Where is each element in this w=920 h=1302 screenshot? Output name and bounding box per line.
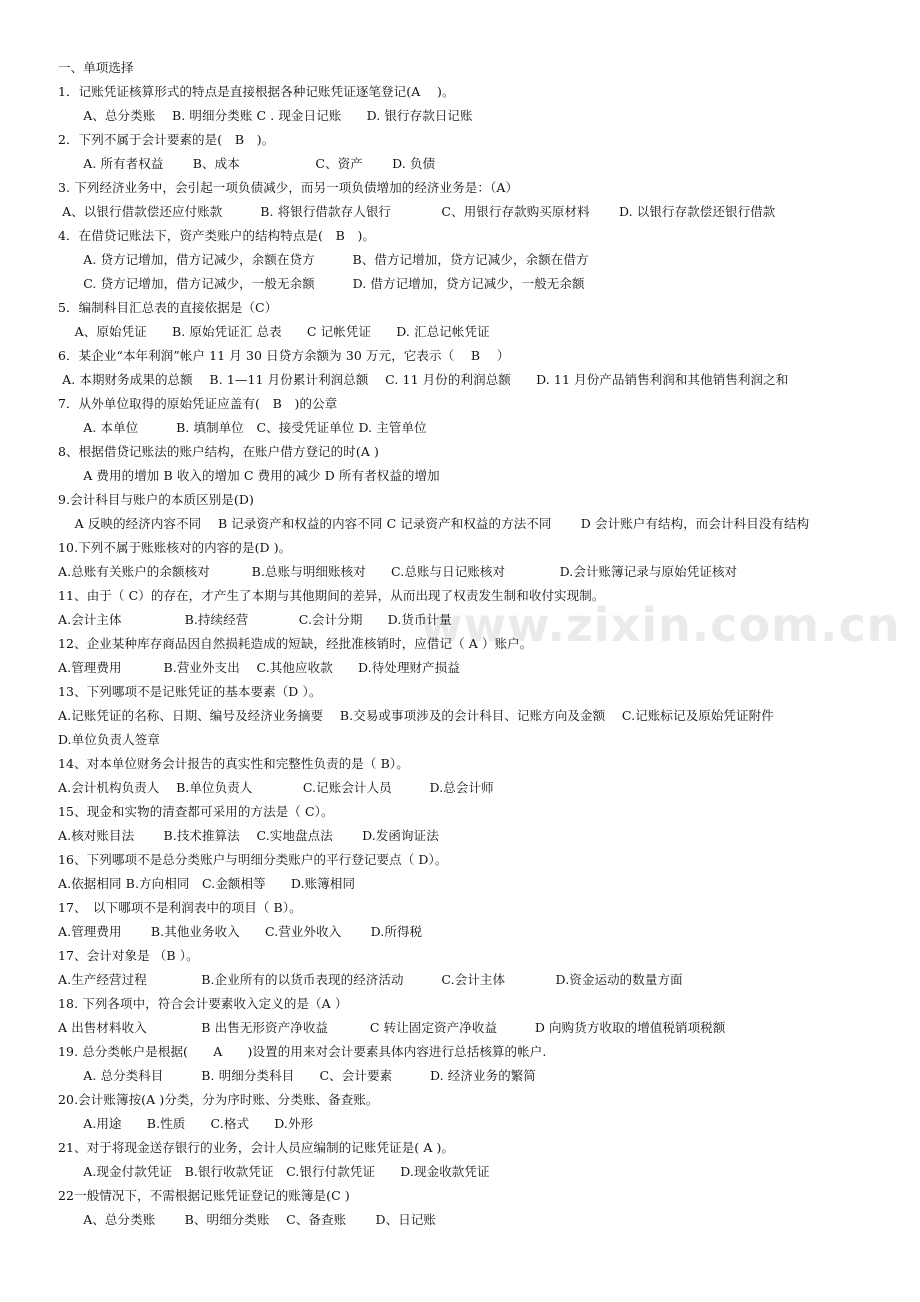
question-8-options: A 费用的增加 B 收入的增加 C 费用的减少 D 所有者权益的增加 — [58, 468, 440, 483]
question-6-options: A. 本期财务成果的总额 B. 1—11 月份累计利润总额 C. 11 月份的利润总额 D. 11 月份产品销售利润和其他销售利润之和 — [58, 372, 789, 387]
question-4: 4．在借贷记账法下，资产类账户的结构特点是( B )。 — [58, 228, 376, 243]
question-6: 6．某企业“本年利润”帐户 11 月 30 日贷方余额为 30 万元，它表示（ B ） — [58, 348, 510, 363]
question-22-options: A、总分类账 B、明细分类账 C、备查账 D、日记账 — [58, 1212, 437, 1227]
question-21-options: A.现金付款凭证 B.银行收款凭证 C.银行付款凭证 D.现金收款凭证 — [58, 1164, 490, 1179]
question-20-options: A.用途 B.性质 C.格式 D.外形 — [58, 1116, 314, 1131]
question-18: 18. 下列各项中，符合会计要素收入定义的是（A ） — [58, 996, 348, 1011]
question-11: 11、由于（ C）的存在，才产生了本期与其他期间的差异，从而出现了权责发生制和收付实现制。 — [58, 588, 605, 603]
question-15-options: A.核对账目法 B.技术推算法 C.实地盘点法 D.发函询证法 — [58, 828, 439, 843]
question-2: 2．下列不属于会计要素的是( B )。 — [58, 132, 275, 147]
question-16-options: A.依据相同 B.方向相同 C.金额相等 D.账簿相同 — [58, 876, 356, 891]
question-8: 8、根据借贷记账法的账户结构，在账户借方登记的时(A ) — [58, 444, 380, 459]
question-5-options: A、原始凭证 B. 原始凭证汇 总表 C 记帐凭证 D. 汇总记帐凭证 — [58, 324, 490, 339]
question-11-options: A.会计主体 B.持续经营 C.会计分期 D.货币计量 — [58, 612, 452, 627]
question-9: 9.会计科目与账户的本质区别是(D) — [58, 492, 255, 507]
question-13: 13、下列哪项不是记账凭证的基本要素（D ）。 — [58, 684, 322, 699]
watermark: www.zixin.com.cn — [420, 598, 901, 652]
question-13-options: A.记账凭证的名称、日期、编号及经济业务摘要 B.交易或事项涉及的会计科目、记账方向及金额 C.记账标记及原始凭证附件 — [58, 708, 774, 723]
question-17a: 17、 以下哪项不是利润表中的项目（ B）。 — [58, 900, 302, 915]
question-4-options-cd: C. 贷方记增加，借方记减少，一般无余额 D. 借方记增加，贷方记减少，一般无余额 — [58, 276, 585, 291]
question-15: 15、现金和实物的清查都可采用的方法是（ C）。 — [58, 804, 334, 819]
question-17b-options: A.生产经营过程 B.企业所有的以货币表现的经济活动 C.会计主体 D.资金运动的数量方面 — [58, 972, 683, 987]
question-19-options: A. 总分类科目 B. 明细分类科目 C、会计要素 D. 经济业务的繁简 — [58, 1068, 536, 1083]
question-18-options: A 出售材料收入 B 出售无形资产净收益 C 转让固定资产净收益 D 向购货方收取的增值税销项税额 — [58, 1020, 726, 1035]
question-12-options: A.管理费用 B.营业外支出 C.其他应收款 D.待处理财产损益 — [58, 660, 460, 675]
question-5: 5．编制科目汇总表的直接依据是（C） — [58, 300, 278, 315]
question-14: 14、对本单位财务会计报告的真实性和完整性负责的是（ B）。 — [58, 756, 409, 771]
question-17b: 17、会计对象是 （B ）。 — [58, 948, 199, 963]
question-7-options: A. 本单位 B. 填制单位 C、接受凭证单位 D. 主管单位 — [58, 420, 427, 435]
question-13-option-d: D.单位负责人签章 — [58, 732, 160, 747]
question-14-options: A.会计机构负责人 B.单位负责人 C.记账会计人员 D.总会计师 — [58, 780, 494, 795]
question-2-options: A. 所有者权益 B、成本 C、资产 D. 负债 — [58, 156, 436, 171]
question-10: 10.下列不属于账账核对的内容的是(D )。 — [58, 540, 292, 555]
question-9-options: A 反映的经济内容不同 B 记录资产和权益的内容不同 C 记录资产和权益的方法不同 D 会计账户有结构，而会计科目没有结构 — [58, 516, 810, 531]
question-21: 21、对于将现金送存银行的业务，会计人员应编制的记账凭证是( A )。 — [58, 1140, 455, 1155]
question-3-options: A、以银行借款偿还应付账款 B. 将银行借款存人银行 C、用银行存款购买原材料 D. 以银行存款偿还银行借款 — [58, 204, 776, 219]
question-1: 1．记账凭证核算形式的特点是直接根据各种记账凭证逐笔登记(A )。 — [58, 84, 455, 99]
question-3: 3. 下列经济业务中，会引起一项负债减少，而另一项负债增加的经济业务是：（A） — [58, 180, 519, 195]
question-4-options-ab: A. 贷方记增加，借方记减少，余额在贷方 B、借方记增加，贷方记减少，余额在借方 — [58, 252, 589, 267]
question-20: 20.会计账簿按(A )分类，分为序时账、分类账、备查账。 — [58, 1092, 379, 1107]
section-heading: 一、单项选择 — [58, 60, 134, 75]
question-22: 22一般情况下，不需根据记账凭证登记的账簿是(C ) — [58, 1188, 350, 1203]
question-19: 19. 总分类帐户是根据( A )设置的用来对会计要素具体内容进行总括核算的帐户. — [58, 1044, 547, 1059]
question-10-options: A.总账有关账户的余额核对 B.总账与明细账核对 C.总账与日记账核对 D.会计账簿记录与原始凭证核对 — [58, 564, 738, 579]
question-12: 12、企业某种库存商品因自然损耗造成的短缺，经批准核销时，应借记（ A ）账户。 — [58, 636, 533, 651]
question-1-options: A、总分类账 B. 明细分类账 C . 现金日记账 D. 银行存款日记账 — [58, 108, 473, 123]
question-17a-options: A.管理费用 B.其他业务收入 C.营业外收入 D.所得税 — [58, 924, 423, 939]
question-7: 7．从外单位取得的原始凭证应盖有( B )的公章 — [58, 396, 338, 411]
question-16: 16、下列哪项不是总分类账户与明细分类账户的平行登记要点（ D）。 — [58, 852, 448, 867]
